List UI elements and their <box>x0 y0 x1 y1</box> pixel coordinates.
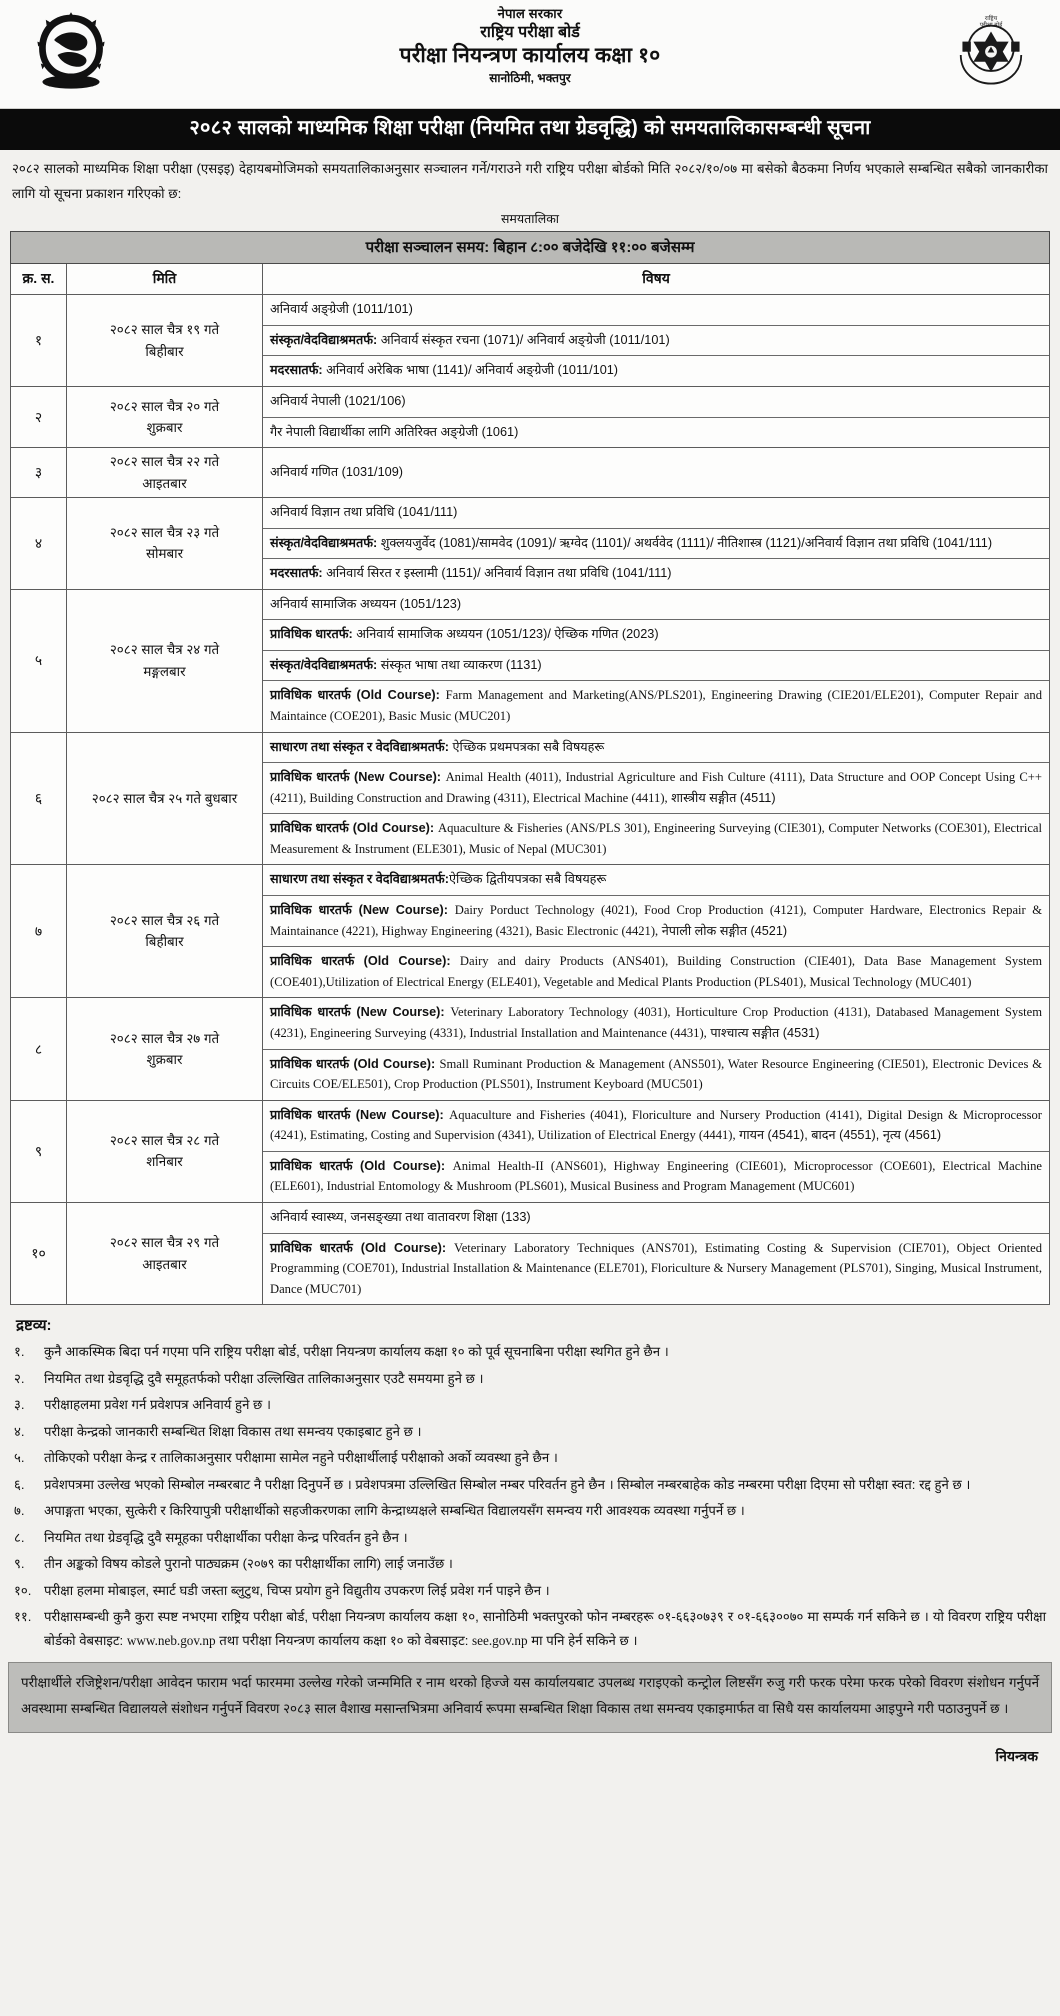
exam-day-text: मङ्गलबार <box>143 663 186 679</box>
subject-line: प्राविधिक धारतर्फ (New Course): Veterinary Laboratory Technology (4031), Horticulture Crop Production (4131), Databased Management System (4231), Engineering Surveying (4331), Industrial Installation and Maintenance (4431), पाश्चात्य सङ्गीत (4531) <box>263 998 1049 1049</box>
note-item <box>14 1367 1046 1391</box>
exam-day-text: बिहीबार <box>145 343 184 359</box>
exam-day-text: बिहीबार <box>145 934 184 950</box>
exam-date-text: २०८२ साल चैत्र २० गते <box>109 398 220 414</box>
row-exam-date <box>67 295 263 387</box>
note-item <box>14 1473 1046 1497</box>
note-text: परीक्षासम्बन्धी कुनै कुरा स्पष्ट नभएमा राष्ट्रिय परीक्षा बोर्ड, परीक्षा नियन्त्रण कार्यालय कक्षा १०, सानोठिमी भक्तपुरको फोन नम्बरहरू ०१-६६३०७३९ र ०१-६६३००७० मा सम्पर्क गर्न सकिने छ । यो विवरण राष्ट्रिय परीक्षा बोर्डको वेबसाइट: www.neb.gov.np तथा परीक्षा नियन्त्रण कार्यालय कक्षा १० को वेबसाइट: see.gov.np मा पनि हेर्न सकिने छ । <box>44 1609 1046 1648</box>
col-header-subject: विषय <box>263 264 1050 295</box>
row-subjects-cell <box>263 1202 1050 1304</box>
row-subjects-cell <box>263 497 1050 589</box>
row-serial-number: ५ <box>11 589 67 732</box>
note-number: ६. <box>14 1476 25 1492</box>
note-text: प्रवेशपत्रमा उल्लेख भएको सिम्बोल नम्बरबाट नै परीक्षा दिनुपर्ने छ । प्रवेशपत्रमा उल्लिखित सिम्बोल नम्बर परिवर्तन हुने छैन । सिम्बोल नम्बरबाहेक कोड नम्बरमा परीक्षा दिएमा सो परीक्षा स्वत: रद्द हुने छ । <box>44 1476 971 1492</box>
note-number: १. <box>14 1344 25 1360</box>
note-item <box>14 1605 1046 1652</box>
schedule-label: समयतालिका <box>500 212 560 227</box>
header-text-block <box>0 6 1060 86</box>
note-number: ११. <box>14 1609 32 1625</box>
row-exam-date <box>67 1202 263 1304</box>
exam-day-text: सोमबार <box>145 546 184 562</box>
row-exam-date <box>67 448 263 498</box>
note-item <box>14 1526 1046 1550</box>
subject-line: प्राविधिक धारतर्फ (New Course): Animal Health (4011), Industrial Agriculture and Fish Culture (4111), Data Structure and OOP Concept Using C++ (4211), Building Construction and Drawing (4311), Electrical Machine (4411), शास्त्रीय सङ्गीत (4511) <box>263 763 1049 814</box>
office-name: परीक्षा नियन्त्रण कार्यालय कक्षा १० <box>399 44 661 68</box>
table-row <box>11 1202 1050 1304</box>
row-exam-date <box>67 386 263 447</box>
subject-line: अनिवार्य स्वास्थ्य, जनसङ्ख्या तथा वातावरण शिक्षा (133) <box>263 1203 1049 1234</box>
subject-line: अनिवार्य विज्ञान तथा प्रविधि (1041/111) <box>263 498 1049 529</box>
svg-text:राष्ट्रिय: राष्ट्रिय <box>984 15 998 22</box>
subject-line: संस्कृत/वेदविद्याश्रमतर्फ: अनिवार्य संस्कृत रचना (1071)/ अनिवार्य अङ्ग्रेजी (1011/101) <box>263 326 1049 357</box>
row-subjects-cell <box>263 295 1050 387</box>
exam-date-text: २०८२ साल चैत्र २४ गते <box>109 642 220 658</box>
note-item <box>14 1420 1046 1444</box>
row-serial-number: ८ <box>11 998 67 1100</box>
exam-time-banner: परीक्षा सञ्चालन समय: बिहान ८:०० बजेदेखि ११:०० बजेसम्म <box>11 232 1050 264</box>
exam-day-text: आइतबार <box>142 475 187 491</box>
exam-date-text: २०८२ साल चैत्र २२ गते <box>109 454 220 470</box>
col-header-date: मिति <box>67 264 263 295</box>
exam-day-text: आइतबार <box>142 1256 187 1272</box>
note-number: २. <box>14 1370 25 1386</box>
row-exam-date <box>67 497 263 589</box>
note-number: ९. <box>14 1556 25 1572</box>
signoff-designation: नियन्त्रक <box>995 1747 1038 1764</box>
subject-line: प्राविधिक धारतर्फ (New Course): Dairy Porduct Technology (4021), Food Crop Production (4121), Computer Hardware, Electronics Repair & Maintainance (4221), Highway Engineering (4321), Basic Electronic (4421), नेपाली लोक सङ्गीत (4521) <box>263 896 1049 947</box>
row-subjects-cell <box>263 732 1050 865</box>
row-subjects-cell <box>263 386 1050 447</box>
note-text: नियमित तथा ग्रेडवृद्धि दुवै समूहतर्फको परीक्षा उल्लिखित तालिकाअनुसार एउटै समयमा हुने छ । <box>44 1370 484 1386</box>
subject-line: गैर नेपाली विद्यार्थीका लागि अतिरिक्त अङ्ग्रेजी (1061) <box>270 424 519 439</box>
note-number: ३. <box>14 1397 25 1413</box>
row-serial-number: ७ <box>11 865 67 998</box>
note-item <box>14 1393 1046 1417</box>
note-number: ४. <box>14 1423 25 1439</box>
footer-notice-box: परीक्षार्थीले रजिष्ट्रेशन/परीक्षा आवेदन फाराम भर्दा फारममा उल्लेख गरेको जन्ममिति र नाम थरको हिज्जे यस कार्यालयबाट उपलब्ध गराइएको कन्ट्रोल लिष्टसँग रुजु गरी फरक परेमा फरक परेको विवरण संशोधन गर्नुपर्ने अवस्थामा सम्बन्धित विद्यालयले संशोधन गर्नुपर्ने विवरण २०८३ साल वैशाख मसान्तभित्रमा अनिवार्य रूपमा सम्बन्धित शिक्षा विकास तथा समन्वय एकाइमार्फत वा सिधै यस कार्यालयमा आइपुग्ने गरी पठाउनुपर्ने छ । <box>8 1662 1052 1732</box>
note-text: परीक्षा हलमा मोबाइल, स्मार्ट घडी जस्ता ब्लुटुथ, चिप्स प्रयोग हुने विद्युतीय उपकरण लिई प्रवेश गर्न पाइने छैन । <box>44 1582 550 1598</box>
exam-date-text: २०८२ साल चैत्र २७ गते <box>109 1030 220 1046</box>
notes-title: द्रष्टव्य: <box>16 1317 52 1335</box>
row-serial-number: १ <box>11 295 67 387</box>
notes-list <box>14 1340 1046 1652</box>
intro-paragraph: २०८२ सालको माध्यमिक शिक्षा परीक्षा (एसइइ) देहायबमोजिमको समयतालिकाअनुसार सञ्चालन गर्ने/गराउने गरी राष्ट्रिय परीक्षा बोर्डको मिति २०८२/१०/०७ मा बसेको बैठकमा निर्णय भएकाले सम्बन्धित सबैको जानकारीका लागि यो सूचना प्रकाशन गरिएको छ: <box>12 161 1048 201</box>
note-number: ५. <box>14 1450 25 1466</box>
notes-section <box>0 1305 1060 1652</box>
note-item <box>14 1446 1046 1470</box>
column-header-row <box>11 264 1050 295</box>
row-serial-number: ९ <box>11 1100 67 1202</box>
row-subjects-cell <box>263 448 1050 498</box>
subject-line: साधारण तथा संस्कृत र वेदविद्याश्रमतर्फ:ऐच्छिक द्वितीयपत्रका सबै विषयहरू <box>263 865 1049 896</box>
table-row <box>11 295 1050 387</box>
subject-line: प्राविधिक धारतर्फ (Old Course): Dairy and dairy Products (ANS401), Building Construction (CIE401), Data Base Management System (COE401),Utilization of Electrical Energy (ELE401), Vegetable and Medical Plants Production (PLS401), Musical Technology (MUC401) <box>270 954 1043 989</box>
notice-title-bar: २०८२ सालको माध्यमिक शिक्षा परीक्षा (नियमित तथा ग्रेडवृद्धि) को समयतालिकासम्बन्धी सूचना <box>0 109 1060 150</box>
exam-date-text: २०८२ साल चैत्र १९ गते <box>109 322 220 338</box>
note-text: कुनै आकस्मिक बिदा पर्न गएमा पनि राष्ट्रिय परीक्षा बोर्ड, परीक्षा नियन्त्रण कार्यालय कक्षा १० को पूर्व सूचनाबिना परीक्षा स्थगित हुने छैन । <box>44 1344 669 1360</box>
subject-line: अनिवार्य अङ्ग्रेजी (1011/101) <box>263 295 1049 326</box>
time-bar-row <box>11 232 1050 264</box>
subject-line: अनिवार्य गणित (1031/109) <box>270 464 403 479</box>
row-exam-date <box>67 1100 263 1202</box>
exam-date-text: २०८२ साल चैत्र २६ गते <box>109 912 220 928</box>
subject-line: मदरसातर्फ: अनिवार्य सिरत र इस्लामी (1151)/ अनिवार्य विज्ञान तथा प्रविधि (1041/111) <box>270 566 672 581</box>
note-text: परीक्षा केन्द्रको जानकारी सम्बन्धित शिक्षा विकास तथा समन्वय एकाइबाट हुने छ । <box>44 1423 422 1439</box>
subject-line: प्राविधिक धारतर्फ (Old Course): Farm Management and Marketing(ANS/PLS201), Engineering Drawing (CIE201/ELE201), Computer Repair and Maintaince (COE201), Basic Music (MUC201) <box>270 688 1043 723</box>
row-serial-number: १० <box>11 1202 67 1304</box>
note-number: १०. <box>14 1582 32 1598</box>
row-serial-number: ४ <box>11 497 67 589</box>
subject-line: संस्कृत/वेदविद्याश्रमतर्फ: संस्कृत भाषा तथा व्याकरण (1131) <box>263 651 1049 682</box>
board-name: राष्ट्रिय परीक्षा बोर्ड <box>480 23 580 41</box>
note-text: नियमित तथा ग्रेडवृद्धि दुवै समूहका परीक्षार्थीका परीक्षा केन्द्र परिवर्तन हुने छैन । <box>44 1529 408 1545</box>
exam-date-text: २०८२ साल चैत्र २८ गते <box>109 1132 220 1148</box>
schedule-table-wrapper <box>0 231 1060 1305</box>
note-item <box>14 1499 1046 1523</box>
note-text: तोकिएको परीक्षा केन्द्र र तालिकाअनुसार परीक्षामा सामेल नहुने परीक्षार्थीलाई परीक्षाको अर्को व्यवस्था हुने छैन । <box>44 1450 558 1466</box>
note-number: ८. <box>14 1529 25 1545</box>
subject-line: अनिवार्य नेपाली (1021/106) <box>263 387 1049 418</box>
exam-day-text: शुक्रबार <box>146 420 183 435</box>
subject-line: प्राविधिक धारतर्फ (Old Course): Veterinary Laboratory Techniques (ANS701), Estimating Costing & Supervision (CIE701), Object Oriented Programming (COE701), Industrial Installation & Maintenance (ELE701), Floriculture & Nursery Management (PLS701), Singing, Musical Instrument, Dance (MUC701) <box>270 1240 1042 1296</box>
note-text: तीन अङ्कको विषय कोडले पुरानो पाठ्यक्रम (२०७९ का परीक्षार्थीका लागि) लाई जनाउँछ । <box>44 1556 453 1572</box>
col-header-sn: क्र. स. <box>11 264 67 295</box>
row-exam-date <box>67 732 263 865</box>
subject-line: प्राविधिक धारतर्फ: अनिवार्य सामाजिक अध्ययन (1051/123)/ ऐच्छिक गणित (2023) <box>263 620 1049 651</box>
exam-date-text: २०८२ साल चैत्र २९ गते <box>109 1235 220 1251</box>
exam-schedule-table <box>10 231 1050 1305</box>
national-examination-board-emblem-icon <box>948 8 1034 92</box>
note-number: ७. <box>14 1503 25 1519</box>
subject-line: प्राविधिक धारतर्फ (Old Course): Animal Health-II (ANS601), Highway Engineering (CIE601), Microprocessor (COE601), Electrical Machine (ELE601), Industrial Entomology & Mushroom (PLS601), Musical Business and Program Management (MUC601) <box>270 1158 1043 1194</box>
subject-line: साधारण तथा संस्कृत र वेदविद्याश्रमतर्फ: ऐच्छिक प्रथमपत्रका सबै विषयहरू <box>263 733 1049 764</box>
row-subjects-cell <box>263 865 1050 998</box>
note-item <box>14 1552 1046 1576</box>
table-row <box>11 589 1050 732</box>
table-row <box>11 865 1050 998</box>
svg-text:परीक्षा बोर्ड: परीक्षा बोर्ड <box>979 22 1003 29</box>
row-subjects-cell <box>263 589 1050 732</box>
subject-line: प्राविधिक धारतर्फ (New Course): Aquaculture and Fisheries (4041), Floriculture and Nursery Production (4141), Digital Design & Microprocessor (4241), Estimating, Costing and Supervision (4341), Utilization of Electrical Energy (4441), गायन (4541), बादन (4551), नृत्य (4561) <box>263 1101 1049 1152</box>
table-row <box>11 1100 1050 1202</box>
row-exam-date <box>67 998 263 1100</box>
schedule-table-body <box>11 295 1050 1305</box>
row-serial-number: ६ <box>11 732 67 865</box>
note-text: परीक्षाहलमा प्रवेश गर्न प्रवेशपत्र अनिवार्य हुने छ । <box>44 1397 271 1413</box>
table-row <box>11 998 1050 1100</box>
exam-date-text: २०८२ साल चैत्र २३ गते <box>109 524 220 540</box>
row-exam-date <box>67 865 263 998</box>
row-serial-number: २ <box>11 386 67 447</box>
government-name: नेपाल सरकार <box>497 6 563 21</box>
subject-line: प्राविधिक धारतर्फ (Old Course): Small Ruminant Production & Management (ANS501), Water Resource Engineering (CIE501), Electronic Devices & Circuits COE/ELE501), Crop Production (PLS501), Instrument Keyboard (MUC501) <box>270 1056 1043 1092</box>
table-row <box>11 448 1050 498</box>
table-row <box>11 497 1050 589</box>
table-row <box>11 386 1050 447</box>
row-subjects-cell <box>263 1100 1050 1202</box>
subject-line: मदरसातर्फ: अनिवार्य अरेबिक भाषा (1141)/ अनिवार्य अङ्ग्रेजी (1011/101) <box>270 363 619 378</box>
subject-line: प्राविधिक धारतर्फ (Old Course): Aquaculture & Fisheries (ANS/PLS 301), Engineering Surveying (CIE301), Computer Networks (COE301), Electrical Measurement & Instrument (ELE301), Music of Nepal (MUC301) <box>270 821 1042 856</box>
row-exam-date <box>67 589 263 732</box>
document-header <box>0 0 1060 109</box>
nepal-government-emblem-icon <box>28 8 114 92</box>
note-item <box>14 1579 1046 1603</box>
row-serial-number: ३ <box>11 448 67 498</box>
office-address: सानोठिमी, भक्तपुर <box>489 70 571 85</box>
subject-line: संस्कृत/वेदविद्याश्रमतर्फ: शुक्लयजुर्वेद (1081)/सामवेद (1091)/ ऋग्वेद (1101)/ अथर्ववेद (1111)/ नीतिशास्त्र (1121)/अनिवार्य विज्ञान तथा प्रविधि (1041/111) <box>263 529 1049 560</box>
exam-date-text: २०८२ साल चैत्र २५ गते बुधबार <box>91 790 238 806</box>
note-text: अपाङ्गता भएका, सुत्केरी र किरियापुत्री परीक्षार्थीको सहजीकरणका लागि केन्द्राध्यक्षले सम्बन्धित विद्यालयसँग समन्वय गरी आवश्यक व्यवस्था गर्नुपर्ने छ । <box>44 1503 745 1519</box>
exam-day-text: शनिबार <box>146 1154 183 1170</box>
exam-day-text: शुक्रबार <box>146 1052 183 1068</box>
subject-line: अनिवार्य सामाजिक अध्ययन (1051/123) <box>263 590 1049 621</box>
note-item <box>14 1340 1046 1364</box>
table-row <box>11 732 1050 865</box>
row-subjects-cell <box>263 998 1050 1100</box>
